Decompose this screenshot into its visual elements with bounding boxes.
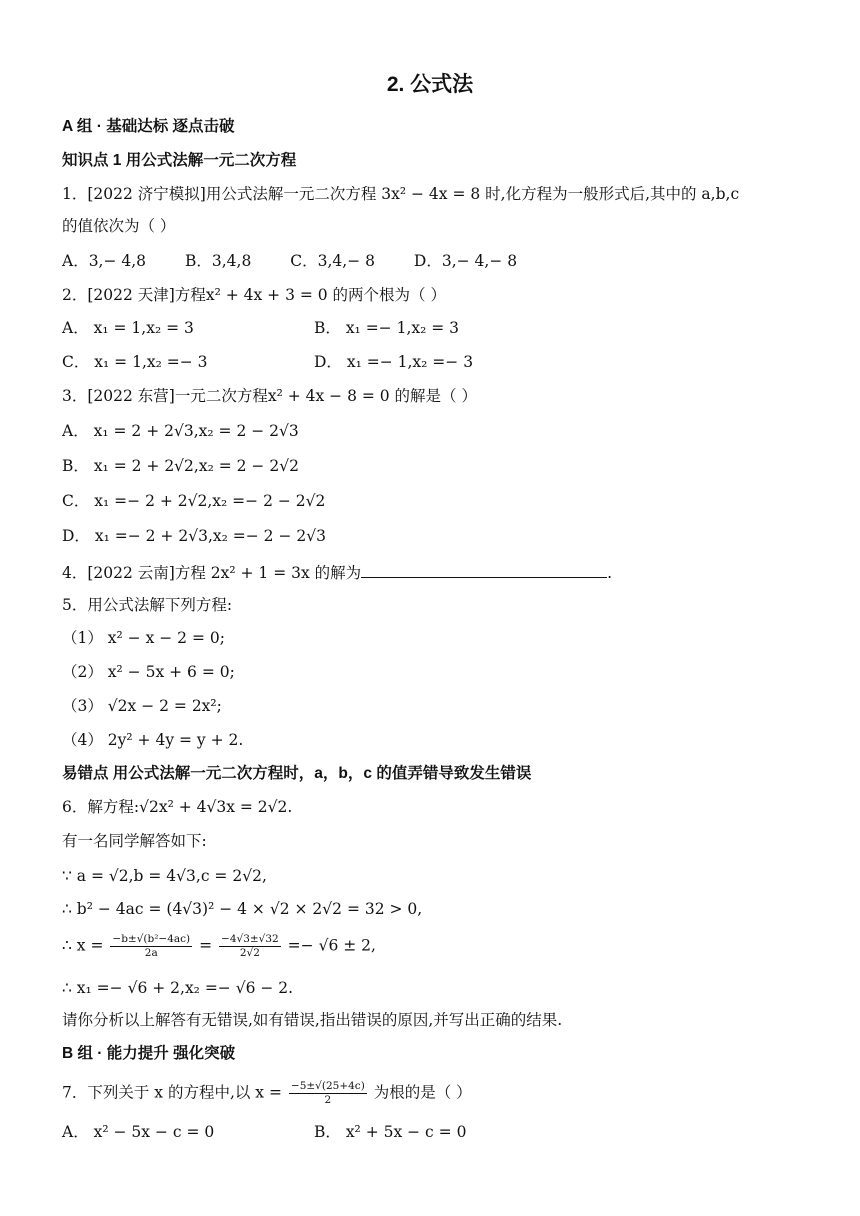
q2-option-c[interactable]: C． x₁ = 1,x₂ =− 3	[62, 353, 208, 371]
q6-step3-suffix: =− √6 ± 2,	[287, 936, 376, 955]
q5-item-2: （2） x² − 5x + 6 = 0;	[62, 663, 235, 681]
q7-root-numerator: −5±√(25+4c)	[290, 1080, 365, 1092]
q1-option-c[interactable]: C．3,4,− 8	[290, 252, 375, 270]
q7-option-a[interactable]: A． x² − 5x − c = 0	[62, 1123, 215, 1141]
q3-option-a[interactable]: A． x₁ = 2 + 2√3,x₂ = 2 − 2√3	[62, 422, 299, 440]
q6-step4: ∴ x₁ =− √6 + 2,x₂ =− √6 − 2.	[62, 979, 294, 997]
q5-item-1: （1） x² − x − 2 = 0;	[62, 629, 225, 647]
q6-substituted-fraction	[219, 933, 281, 960]
q1-option-b[interactable]: B．3,4,8	[184, 252, 252, 270]
q2-option-d[interactable]: D． x₁ =− 1,x₂ =− 3	[314, 353, 474, 371]
q4-answer-blank[interactable]	[361, 561, 607, 578]
q4-line	[62, 561, 612, 584]
q6-step3-prefix: ∴ x =	[62, 936, 104, 955]
q1-option-a[interactable]: A．3,− 4,8	[62, 252, 147, 270]
page-title: 2. 公式法	[386, 73, 474, 96]
error-point-heading: 易错点 用公式法解一元二次方程时，a，b，c 的值弄错导致发生错误	[62, 765, 532, 782]
q5-item-4: （4） 2y² + 4y = y + 2.	[62, 731, 244, 749]
q1-options	[62, 250, 551, 272]
q6-substituted-denominator: 2√2	[239, 947, 260, 959]
knowledge-point-1-heading: 知识点 1 用公式法解一元二次方程	[62, 152, 297, 169]
q6-intro: 有一名同学解答如下:	[62, 832, 207, 850]
q1-option-d[interactable]: D．3,− 4,− 8	[413, 252, 518, 270]
q3-option-b[interactable]: B． x₁ = 2 + 2√2,x₂ = 2 − 2√2	[62, 457, 299, 475]
q3-option-d[interactable]: D． x₁ =− 2 + 2√3,x₂ =− 2 − 2√3	[62, 527, 326, 545]
q6-ask: 请你分析以上解答有无错误,如有错误,指出错误的原因,并写出正确的结果.	[62, 1011, 563, 1029]
q6-substituted-numerator: −4√3±√32	[221, 933, 279, 945]
q1-stem-line2: 的值依次为（ ）	[62, 217, 176, 235]
q2-stem: 2．[2022 天津]方程x² + 4x + 3 = 0 的两个根为（ ）	[62, 286, 446, 304]
q4-end: .	[607, 564, 613, 582]
q7-root-denominator: 2	[324, 1094, 332, 1106]
q6-formula-numerator: −b±√(b²−4ac)	[112, 933, 191, 945]
q6-formula-fraction	[110, 933, 192, 960]
q5-stem: 5．用公式法解下列方程:	[62, 596, 233, 614]
q7-option-b[interactable]: B． x² + 5x − c = 0	[314, 1123, 467, 1141]
q4-stem: 4．[2022 云南]方程 2x² + 1 = 3x 的解为	[62, 564, 362, 582]
q2-option-a[interactable]: A． x₁ = 1,x₂ = 3	[62, 319, 194, 337]
q6-formula-denominator: 2a	[144, 947, 158, 959]
q7-suffix: 为根的是（ ）	[373, 1083, 472, 1102]
q1-stem-line1: 1．[2022 济宁模拟]用公式法解一元二次方程 3x² − 4x = 8 时,化方程为一般形式后,其中的 a,b,c	[62, 185, 740, 203]
group-a-heading: A 组 · 基础达标 逐点击破	[62, 118, 235, 135]
q3-stem: 3．[2022 东营]一元二次方程x² + 4x − 8 = 0 的解是（ ）	[62, 387, 477, 405]
q7-stem	[62, 1080, 472, 1107]
q3-option-c[interactable]: C． x₁ =− 2 + 2√2,x₂ =− 2 − 2√2	[62, 492, 326, 510]
q6-step3-equals: =	[199, 936, 213, 955]
q7-prefix: 7．下列关于 x 的方程中,以 x =	[62, 1083, 282, 1102]
q7-root-fraction	[289, 1080, 367, 1107]
q6-stem: 6．解方程:√2x² + 4√3x = 2√2.	[62, 798, 293, 816]
q6-step3	[62, 933, 376, 960]
q6-step2: ∴ b² − 4ac = (4√3)² − 4 × √2 × 2√2 = 32 > 0,	[62, 900, 423, 918]
group-b-heading: B 组 · 能力提升 强化突破	[62, 1045, 236, 1062]
q6-step1: ∵ a = √2,b = 4√3,c = 2√2,	[62, 867, 267, 885]
q2-option-b[interactable]: B． x₁ =− 1,x₂ = 3	[314, 319, 460, 337]
q5-item-3: （3） √2x − 2 = 2x²;	[62, 697, 222, 715]
